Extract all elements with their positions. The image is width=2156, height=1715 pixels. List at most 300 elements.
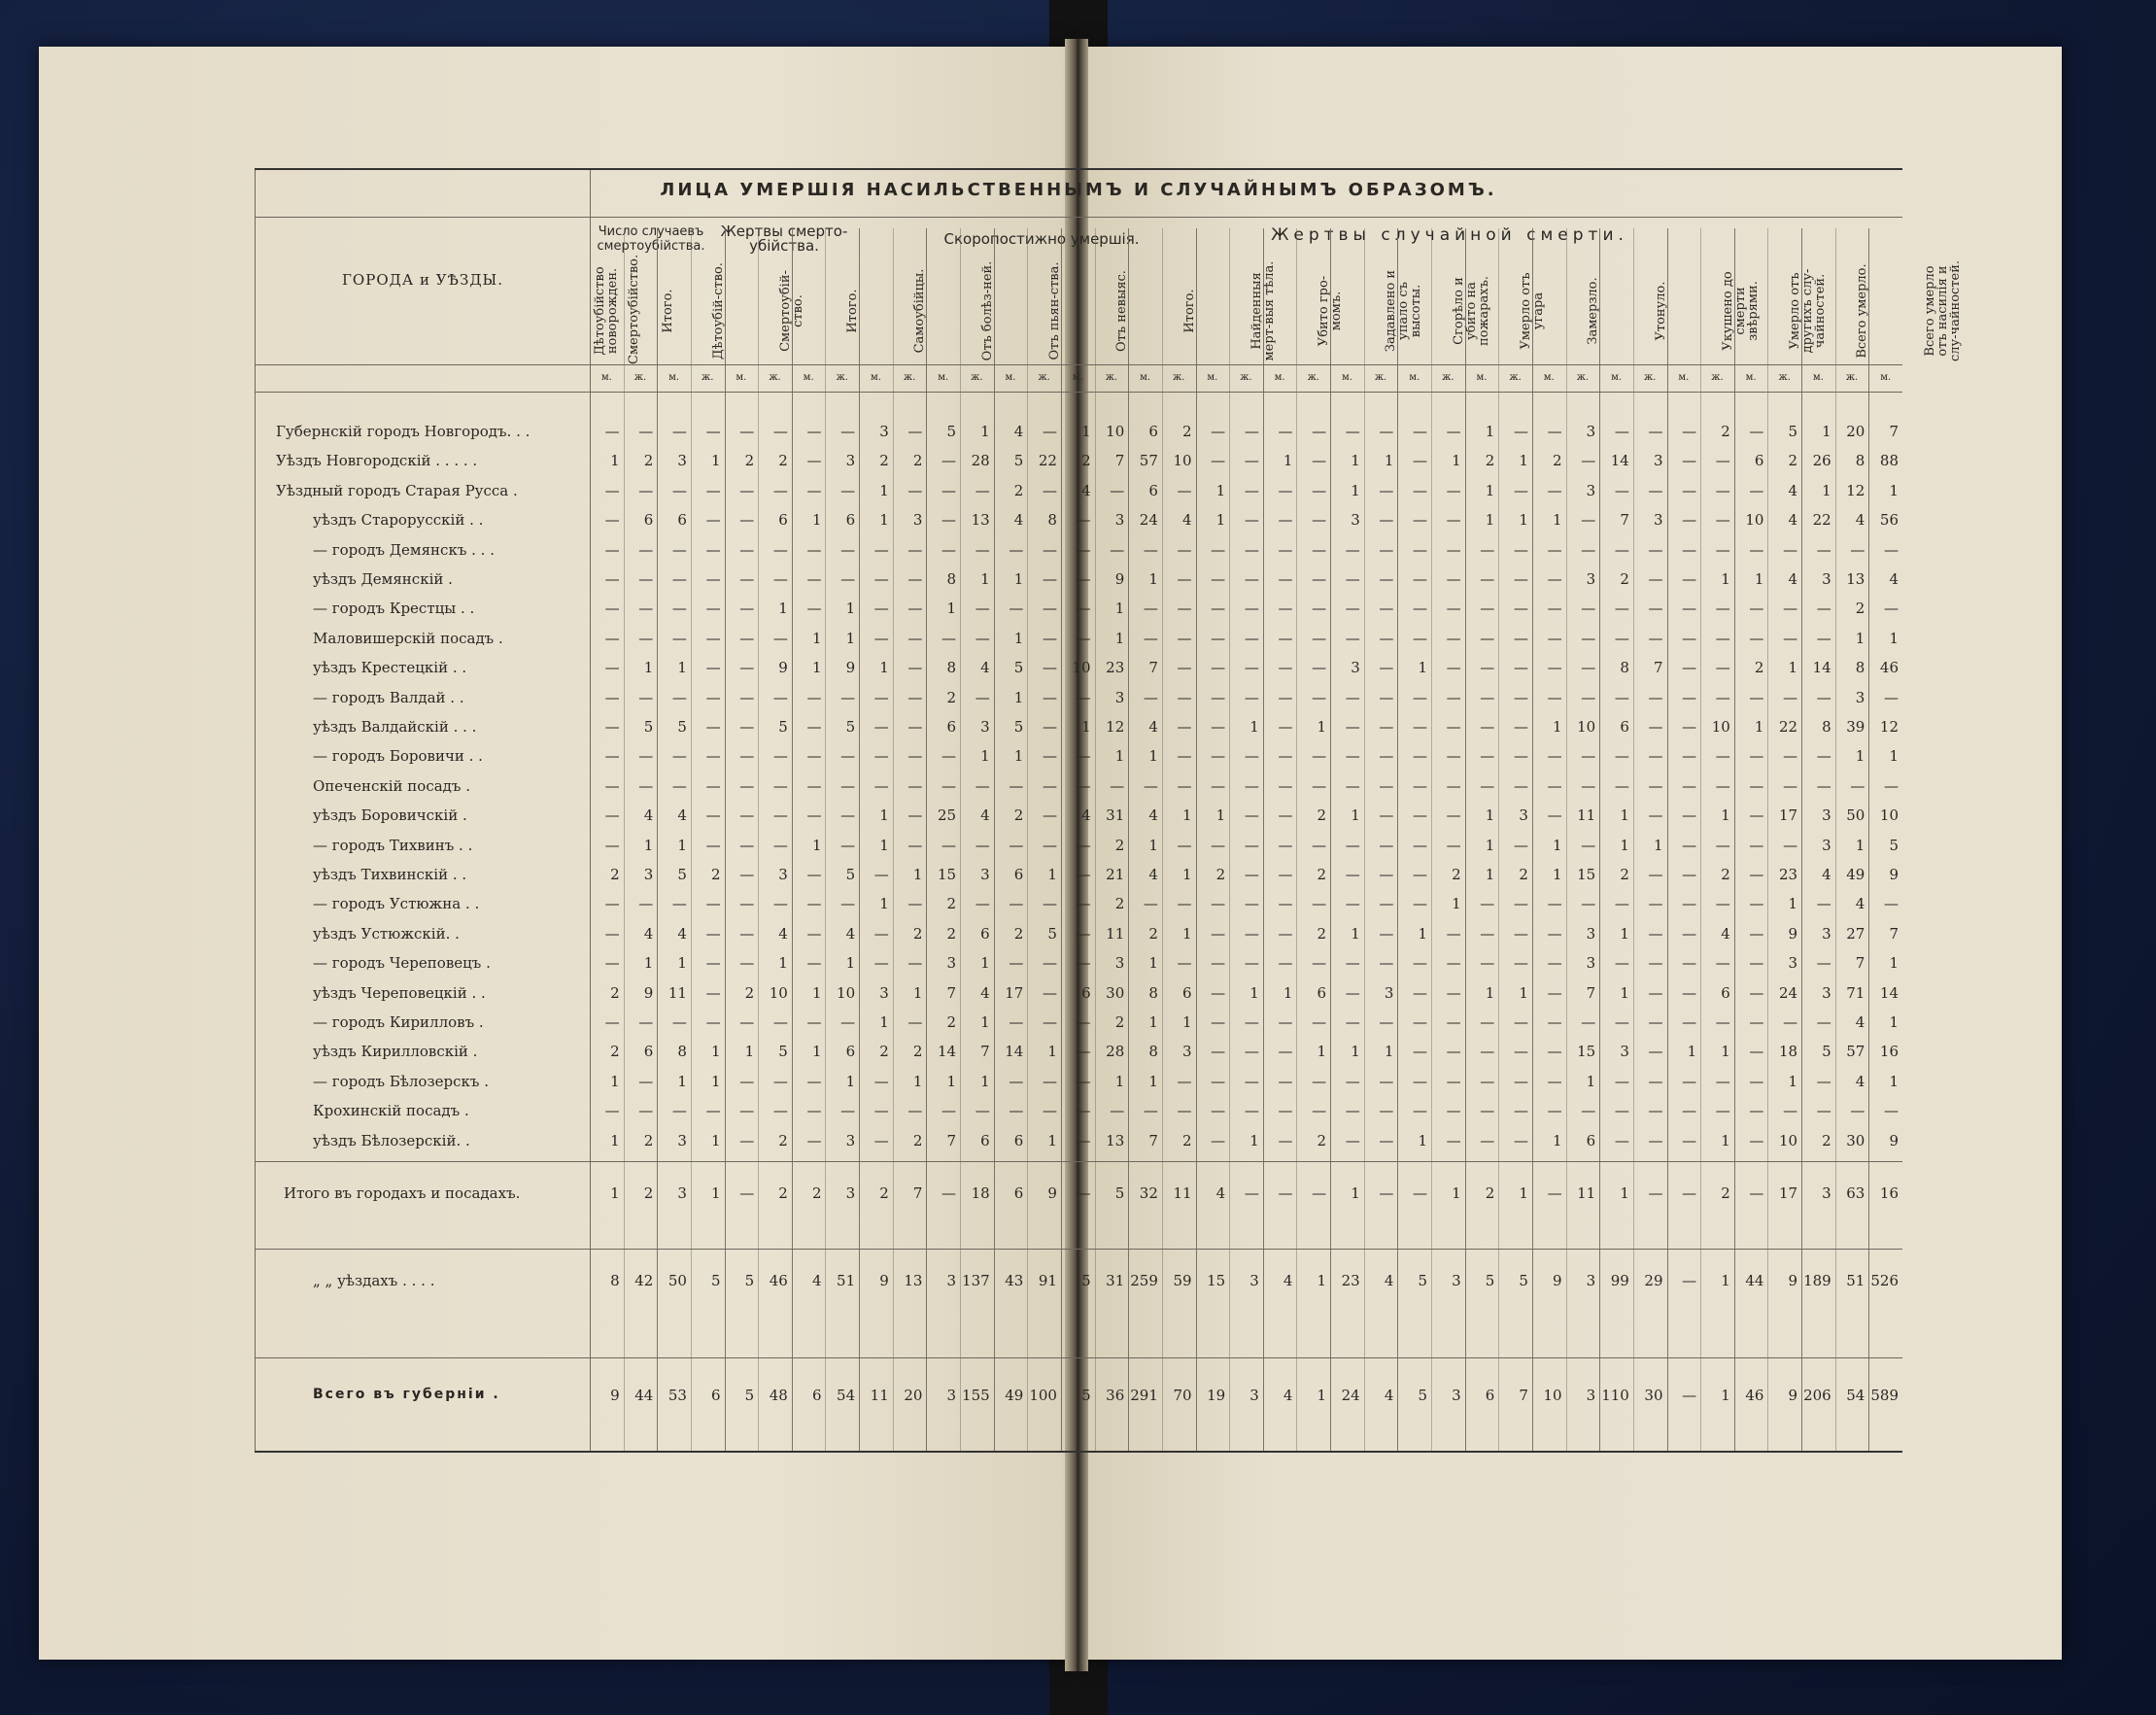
table-cell: 2 <box>1013 481 1024 499</box>
table-cell: — <box>1446 423 1461 440</box>
table-cell: — <box>907 600 923 618</box>
table-cell: 29 <box>1644 1272 1663 1289</box>
table-cell: 2 <box>1822 1131 1831 1149</box>
table-cell: — <box>1513 481 1528 499</box>
table-cell: 2 <box>1114 1013 1125 1031</box>
table-cell: — <box>941 1102 957 1120</box>
row-rule <box>255 364 1902 365</box>
table-cell: 1 <box>1485 983 1495 1002</box>
table-cell: — <box>1143 540 1158 559</box>
table-cell: — <box>1312 481 1327 499</box>
table-cell: — <box>873 718 889 736</box>
table-cell: — <box>638 688 654 706</box>
table-cell: — <box>638 747 654 766</box>
table-cell: 5 <box>1013 452 1024 470</box>
table-cell: — <box>739 688 755 706</box>
table-cell: — <box>1009 954 1024 973</box>
table-cell: 49 <box>1005 1387 1024 1404</box>
sex-subheader: м. <box>1880 372 1892 383</box>
table-cell: — <box>772 776 788 795</box>
table-cell: 1 <box>1788 1072 1798 1090</box>
column-header: Итого. <box>1181 289 1197 333</box>
table-cell: 4 <box>1384 1272 1394 1289</box>
table-cell: — <box>671 895 687 913</box>
table-cell: — <box>1783 747 1798 766</box>
table-cell: — <box>1480 718 1495 736</box>
table-cell: 2 <box>643 1131 654 1149</box>
table-cell: — <box>638 423 654 440</box>
table-cell: 28 <box>971 452 990 470</box>
table-cell: — <box>1413 747 1428 766</box>
table-cell: 5 <box>946 423 957 440</box>
table-cell: — <box>1648 1072 1663 1090</box>
table-cell: 5 <box>677 718 687 736</box>
table-cell: 3 <box>1822 836 1831 854</box>
table-cell: — <box>1446 570 1461 588</box>
table-cell: — <box>1379 540 1394 559</box>
table-cell: — <box>1042 776 1057 795</box>
table-cell: 9 <box>778 659 788 677</box>
table-cell: — <box>1547 806 1562 825</box>
table-cell: 6 <box>643 1043 654 1061</box>
table-cell: — <box>840 806 856 825</box>
table-cell: — <box>739 481 755 499</box>
table-cell: — <box>604 806 620 825</box>
table-cell: — <box>705 718 721 736</box>
table-cell: — <box>1042 1072 1057 1090</box>
table-cell: — <box>1379 866 1394 883</box>
table-cell: 1 <box>1855 747 1865 766</box>
table-cell: 11 <box>667 983 687 1002</box>
row-label: — городъ Валдай . . <box>313 688 464 706</box>
table-cell: 5 <box>1114 1184 1125 1202</box>
table-cell: 1 <box>845 629 856 647</box>
table-cell: 2 <box>1721 423 1730 440</box>
table-cell: — <box>1278 570 1293 588</box>
table-cell: — <box>907 570 923 588</box>
table-cell: 1 <box>980 1013 990 1031</box>
table-cell: — <box>873 1131 889 1149</box>
table-cell: 3 <box>1822 806 1831 825</box>
table-cell: 3 <box>946 1387 957 1404</box>
table-cell: 3 <box>643 866 654 883</box>
table-cell: 259 <box>1130 1272 1158 1289</box>
table-cell: 1 <box>879 1013 889 1031</box>
table-cell: — <box>1783 1013 1798 1031</box>
table-cell: 7 <box>1653 659 1663 677</box>
table-cell: — <box>705 540 721 559</box>
table-cell: — <box>1312 954 1327 973</box>
table-cell: — <box>1682 1072 1697 1090</box>
table-cell: 1 <box>1013 747 1024 766</box>
table-cell: 22 <box>1812 511 1831 530</box>
table-cell: — <box>1244 511 1259 530</box>
row-rule <box>255 1357 1902 1358</box>
table-cell: 7 <box>912 1184 923 1202</box>
table-cell: — <box>1312 452 1327 470</box>
table-cell: — <box>604 570 620 588</box>
table-cell: — <box>1581 836 1596 854</box>
table-cell: — <box>806 1072 822 1090</box>
table-cell: — <box>1513 924 1528 943</box>
table-cell: — <box>1076 747 1091 766</box>
table-cell: — <box>1715 540 1730 559</box>
table-cell: — <box>1446 747 1461 766</box>
table-cell: — <box>705 423 721 440</box>
table-cell: 1 <box>610 1072 620 1090</box>
table-cell: 6 <box>1148 423 1158 440</box>
row-label: — городъ Бѣлозерскъ . <box>313 1072 489 1090</box>
table-cell: — <box>739 600 755 618</box>
table-cell: 4 <box>1081 481 1091 499</box>
table-cell: 1 <box>980 423 990 440</box>
table-cell: — <box>1244 747 1259 766</box>
table-cell: — <box>907 688 923 706</box>
column-header: Итого. <box>845 289 861 333</box>
table-cell: 1 <box>1215 481 1226 499</box>
table-cell: 99 <box>1610 1272 1629 1289</box>
table-cell: — <box>840 895 856 913</box>
table-cell: 3 <box>1653 511 1663 530</box>
sex-subheader: ж. <box>1105 372 1118 383</box>
table-cell: — <box>1379 1013 1394 1031</box>
table-cell: 1 <box>1148 747 1158 766</box>
table-cell: 4 <box>1855 1013 1865 1031</box>
table-cell: 1 <box>1317 1043 1327 1061</box>
table-cell: 3 <box>778 866 788 883</box>
table-cell: — <box>1278 1131 1293 1149</box>
table-cell: 4 <box>1181 511 1192 530</box>
table-cell: — <box>873 866 889 883</box>
table-cell: 1 <box>778 600 788 618</box>
table-cell: 6 <box>1620 718 1629 736</box>
sex-subheader: ж. <box>1240 372 1252 383</box>
table-row <box>255 596 1902 625</box>
table-cell: 23 <box>1778 866 1798 883</box>
table-cell: — <box>1211 895 1226 913</box>
table-cell: 1 <box>711 1131 721 1149</box>
table-cell: — <box>1413 1013 1428 1031</box>
table-cell: — <box>772 747 788 766</box>
table-cell: 9 <box>610 1387 620 1404</box>
row-rule <box>255 392 1902 393</box>
table-cell: — <box>806 423 822 440</box>
table-cell: 1 <box>1181 866 1192 883</box>
table-cell: — <box>1177 836 1192 854</box>
table-cell: 31 <box>1106 806 1125 825</box>
table-cell: 59 <box>1173 1272 1192 1289</box>
table-row <box>255 1181 1902 1210</box>
sex-subheader: м. <box>1812 372 1824 383</box>
table-cell: — <box>806 718 822 736</box>
table-cell: — <box>604 954 620 973</box>
table-cell: — <box>1480 1013 1495 1031</box>
table-cell: — <box>1177 629 1192 647</box>
table-row <box>255 478 1902 507</box>
table-cell: — <box>1379 481 1394 499</box>
table-cell: 2 <box>879 1043 889 1061</box>
sex-subheader: м. <box>1274 372 1285 383</box>
table-cell: 3 <box>1620 1043 1629 1061</box>
table-cell: — <box>1379 1184 1394 1202</box>
table-cell: 1 <box>1519 511 1528 530</box>
table-cell: — <box>1850 540 1865 559</box>
table-cell: — <box>1345 570 1360 588</box>
table-cell: — <box>1783 540 1798 559</box>
table-cell: — <box>1581 1013 1596 1031</box>
table-cell: 44 <box>1745 1272 1764 1289</box>
table-cell: 3 <box>1351 659 1360 677</box>
table-cell: — <box>1278 895 1293 913</box>
table-cell: 5 <box>1418 1272 1428 1289</box>
table-cell: 6 <box>980 924 990 943</box>
table-cell: — <box>1413 866 1428 883</box>
table-cell: — <box>739 747 755 766</box>
table-cell: 5 <box>845 866 856 883</box>
table-cell: 1 <box>1721 806 1730 825</box>
table-cell: — <box>1312 1072 1327 1090</box>
table-cell: — <box>1850 776 1865 795</box>
table-cell: — <box>671 423 687 440</box>
places-header: ГОРОДА и УѢЗДЫ. <box>342 271 504 289</box>
table-cell: — <box>907 629 923 647</box>
table-cell: 1 <box>1351 481 1360 499</box>
table-cell: — <box>1648 895 1663 913</box>
table-cell: — <box>907 540 923 559</box>
row-label: Уѣздъ Новгородскій . . . . . <box>276 452 478 470</box>
row-label: уѣздъ Бѣлозерскій. . <box>313 1131 470 1149</box>
table-cell: 9 <box>643 983 654 1002</box>
table-cell: — <box>638 629 654 647</box>
table-cell: — <box>1244 688 1259 706</box>
table-cell: 14 <box>1879 983 1899 1002</box>
table-row <box>255 950 1902 979</box>
table-cell: — <box>1177 776 1192 795</box>
table-cell: — <box>1513 1043 1528 1061</box>
table-cell: — <box>1446 954 1461 973</box>
table-cell: — <box>1312 688 1327 706</box>
column-header: Укушено до смерти звѣрями. <box>1720 271 1761 351</box>
table-cell: — <box>1749 1072 1764 1090</box>
column-header: Убито гро-момъ. <box>1317 275 1345 347</box>
table-cell: — <box>1211 688 1226 706</box>
table-cell: — <box>604 924 620 943</box>
table-cell: — <box>1345 954 1360 973</box>
table-cell: — <box>638 776 654 795</box>
table-cell: 1 <box>879 481 889 499</box>
table-row <box>255 833 1902 862</box>
table-cell: — <box>1648 540 1663 559</box>
table-cell: — <box>1715 688 1730 706</box>
table-cell: — <box>1379 1131 1394 1149</box>
table-cell: — <box>1278 481 1293 499</box>
table-cell: — <box>1749 688 1764 706</box>
table-cell: — <box>1715 895 1730 913</box>
table-cell: — <box>1480 747 1495 766</box>
table-cell: — <box>1244 866 1259 883</box>
table-cell: 1 <box>1519 1184 1528 1202</box>
table-row <box>255 921 1902 950</box>
table-cell: — <box>1884 1102 1899 1120</box>
sex-subheader: ж. <box>1845 372 1859 383</box>
row-label: уѣздъ Кирилловскій . <box>313 1043 478 1061</box>
table-cell: — <box>1682 1131 1697 1149</box>
table-cell: 1 <box>677 954 687 973</box>
table-cell: — <box>1816 954 1831 973</box>
table-cell: — <box>1244 570 1259 588</box>
table-cell: — <box>1682 983 1697 1002</box>
column-header: Всего умерло. <box>1855 263 1870 359</box>
table-cell: — <box>1648 776 1663 795</box>
table-cell: — <box>1480 924 1495 943</box>
table-cell: 1 <box>811 511 822 530</box>
table-cell: — <box>1446 776 1461 795</box>
table-cell: 3 <box>1586 1272 1596 1289</box>
table-cell: 1 <box>1418 659 1428 677</box>
table-cell: — <box>705 924 721 943</box>
table-cell: 1 <box>1754 718 1764 736</box>
table-cell: 1 <box>912 1072 923 1090</box>
table-cell: — <box>1211 924 1226 943</box>
table-cell: — <box>1682 1272 1697 1289</box>
table-cell: — <box>1278 806 1293 825</box>
table-cell: 1 <box>946 600 957 618</box>
table-cell: — <box>1278 776 1293 795</box>
table-cell: — <box>1614 481 1629 499</box>
table-cell: — <box>1042 659 1057 677</box>
table-cell: — <box>1177 747 1192 766</box>
table-cell: 4 <box>1215 1184 1226 1202</box>
table-cell: 2 <box>1181 1131 1192 1149</box>
table-cell: — <box>1446 629 1461 647</box>
table-cell: 1 <box>1384 452 1394 470</box>
table-cell: 1 <box>1855 836 1865 854</box>
table-cell: — <box>941 511 957 530</box>
table-cell: — <box>1648 688 1663 706</box>
table-cell: 1 <box>711 1072 721 1090</box>
sex-subheader: ж. <box>836 372 848 383</box>
column-header: Отъ пьян-ства. <box>1046 261 1062 360</box>
table-cell: — <box>975 1102 990 1120</box>
table-cell: — <box>1783 600 1798 618</box>
table-cell: 1 <box>1754 570 1764 588</box>
table-cell: — <box>671 747 687 766</box>
table-cell: — <box>1715 1013 1730 1031</box>
table-cell: — <box>1513 629 1528 647</box>
table-cell: — <box>1614 540 1629 559</box>
table-cell: 71 <box>1846 983 1865 1002</box>
table-cell: — <box>1345 866 1360 883</box>
table-cell: — <box>941 747 957 766</box>
table-cell: 9 <box>1889 1131 1899 1149</box>
table-cell: — <box>1413 600 1428 618</box>
row-label: „ „ уѣздахъ . . . . <box>313 1272 435 1289</box>
table-cell: — <box>840 776 856 795</box>
table-cell: — <box>1211 659 1226 677</box>
sex-subheader: ж. <box>702 372 714 383</box>
table-cell: — <box>1480 1102 1495 1120</box>
table-cell: 7 <box>1620 511 1629 530</box>
table-cell: — <box>1278 659 1293 677</box>
table-cell: — <box>1177 540 1192 559</box>
table-cell: — <box>1244 629 1259 647</box>
table-cell: 5 <box>711 1272 721 1289</box>
table-cell: 1 <box>1553 1131 1562 1149</box>
table-cell: 7 <box>980 1043 990 1061</box>
table-cell: — <box>1278 1102 1293 1120</box>
table-cell: — <box>1749 1184 1764 1202</box>
table-cell: — <box>1345 1131 1360 1149</box>
table-cell: — <box>1009 1102 1024 1120</box>
table-cell: — <box>739 1184 755 1202</box>
table-cell: — <box>1648 1102 1663 1120</box>
table-cell: 3 <box>1822 924 1831 943</box>
table-cell: 3 <box>1586 423 1596 440</box>
table-cell: 4 <box>1855 895 1865 913</box>
table-cell: — <box>1715 954 1730 973</box>
table-cell: — <box>1413 983 1428 1002</box>
column-header: Самоубійцы. <box>912 268 928 354</box>
sex-subheader: м. <box>1543 372 1555 383</box>
table-cell: — <box>1110 1102 1125 1120</box>
table-cell: 3 <box>1249 1387 1259 1404</box>
table-cell: — <box>1042 983 1057 1002</box>
table-cell: — <box>1211 1072 1226 1090</box>
table-cell: 3 <box>1249 1272 1259 1289</box>
column-header: Отъ невыяс. <box>1114 270 1130 352</box>
table-cell: — <box>1143 895 1158 913</box>
table-cell: 1 <box>1317 718 1327 736</box>
table-cell: 2 <box>778 1131 788 1149</box>
table-cell: 7 <box>1114 452 1125 470</box>
table-cell: — <box>1042 423 1057 440</box>
table-cell: 1 <box>677 1072 687 1090</box>
row-label: уѣздъ Старорусскій . . <box>313 511 484 530</box>
table-cell: — <box>1783 1102 1798 1120</box>
table-cell: 7 <box>1519 1387 1528 1404</box>
table-cell: — <box>1547 983 1562 1002</box>
table-cell: — <box>1446 1072 1461 1090</box>
table-cell: 1 <box>1553 511 1562 530</box>
table-cell: — <box>1749 600 1764 618</box>
row-label: уѣздъ Череповецкій . . <box>313 983 486 1002</box>
table-cell: — <box>1749 481 1764 499</box>
table-cell: 4 <box>1013 511 1024 530</box>
table-cell: — <box>671 600 687 618</box>
table-cell: — <box>1480 600 1495 618</box>
table-cell: — <box>1547 659 1562 677</box>
table-cell: — <box>1648 629 1663 647</box>
table-cell: — <box>739 776 755 795</box>
table-cell: — <box>941 629 957 647</box>
table-cell: 4 <box>1889 570 1899 588</box>
table-cell: 1 <box>980 1072 990 1090</box>
table-cell: — <box>806 866 822 883</box>
table-cell: — <box>1446 540 1461 559</box>
table-cell: 1 <box>1013 629 1024 647</box>
table-cell: 1 <box>1889 747 1899 766</box>
table-cell: — <box>1682 954 1697 973</box>
table-cell: 1 <box>1822 423 1831 440</box>
table-cell: — <box>1682 924 1697 943</box>
table-cell: — <box>941 836 957 854</box>
table-cell: — <box>1715 600 1730 618</box>
group-victims-header: Жертвы смерто-убійства. <box>720 223 848 255</box>
table-cell: 2 <box>610 1043 620 1061</box>
table-cell: 1 <box>1485 423 1495 440</box>
sex-subheader: ж. <box>1374 372 1387 383</box>
sex-subheader: ж. <box>1307 372 1319 383</box>
